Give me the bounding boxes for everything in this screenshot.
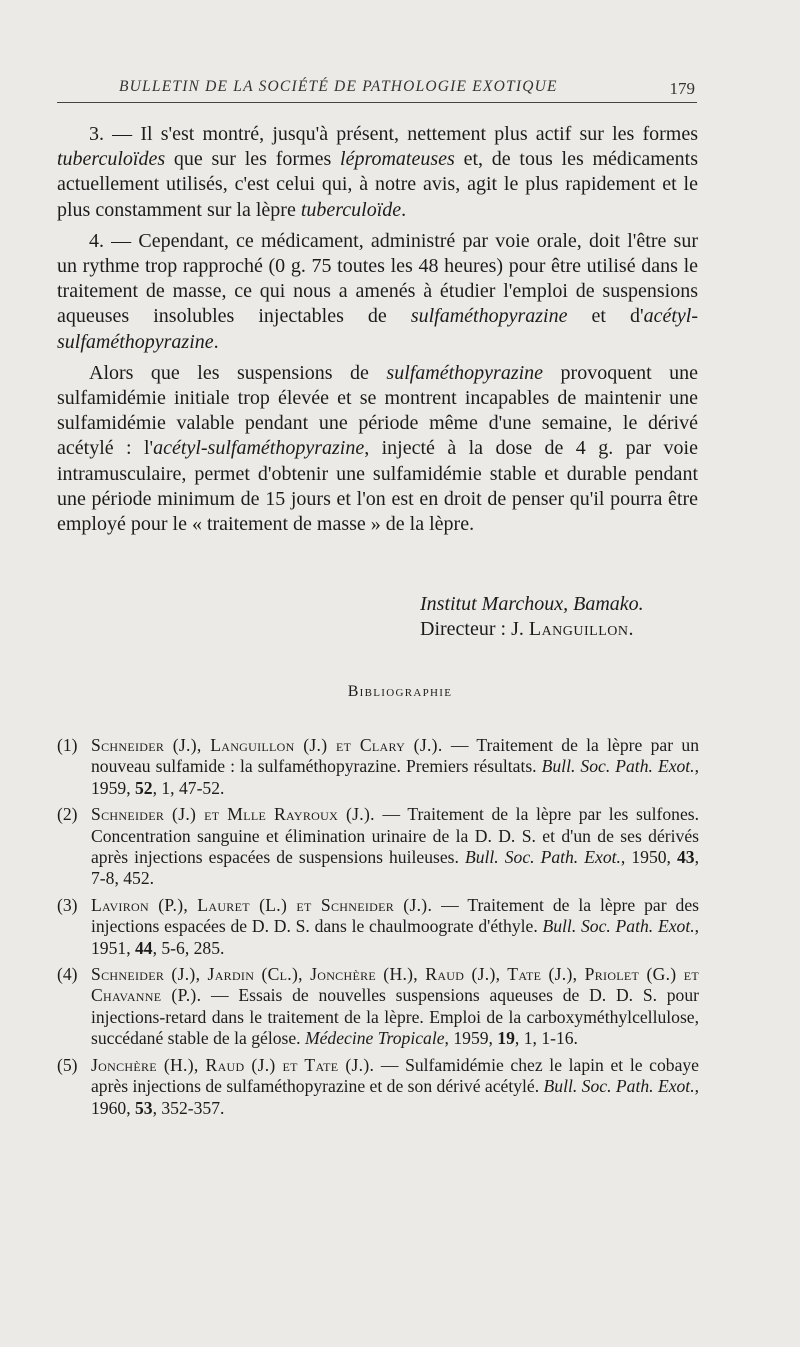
italic-term: lépromateuses xyxy=(340,148,455,171)
running-title: BULLETIN DE LA SOCIÉTÉ DE PATHOLOGIE EXOTIQUE xyxy=(119,78,558,95)
reference-pages: , 352-357. xyxy=(152,1097,225,1118)
paragraph-conclusion xyxy=(57,361,698,537)
director-name: Languillon. xyxy=(528,618,635,640)
reference-title: — Essais de nouvelles suspensions aqueuses de D. D. S. pour injections-retard dans le traitement de la lèpre. Emploi de la carboxyméthylcellulose, succédané stable de la gélose. xyxy=(91,985,699,1049)
author-signature xyxy=(420,592,710,642)
reference-authors: Schneider (J.), Jardin (Cl.), Jonchère (H.), Raud (J.), Tate (J.), Priolet (G.) et Chavanne (P.). xyxy=(91,964,699,1006)
italic-term: acétyl-sulfaméthopyrazine xyxy=(57,305,698,353)
text-run: , injecté à la dose de 4 g. par voie intramusculaire, permet d'obtenir une sulfamidémie stable et durable pendant une période minimum de 15 jours et l'on est en droit de penser qu'il pourra être employé pour le « traitement de masse » de la lèpre. xyxy=(57,437,698,536)
director-prefix: Directeur : J. xyxy=(420,618,529,640)
reference-year: , 1950, xyxy=(620,847,677,868)
reference-number: (1) xyxy=(57,735,78,755)
reference-authors: Schneider (J.) et Mlle Rayroux (J.). xyxy=(91,804,375,825)
reference-year: , 1959, xyxy=(91,756,699,798)
reference-volume: 53 xyxy=(134,1097,153,1118)
text-run: . xyxy=(213,330,219,353)
reference-title: — Traitement de la lèpre par les sulfones. Concentration sanguine et élimination urinaire de la D. D. S. et d'un de ses dérivés après injections espacées de suspensions huileuses. xyxy=(91,804,699,868)
bibliography-heading: Bibliographie xyxy=(347,683,453,700)
reference-title: — Traitement de la lèpre par des injections espacées de D. D. S. dans le chaulmoograte d'éthyle. xyxy=(91,894,699,937)
reference-item xyxy=(57,804,699,890)
text-run: provoquent une sulfamidémie initiale trop élevée et se montrent incapables de maintenir une sulfamidémie valable pendant une période même d'une semaine, le dérivé acétylé : l' xyxy=(57,361,698,460)
text-run: 3. — Il s'est montré, jusqu'à présent, nettement plus actif sur les formes xyxy=(89,123,698,145)
reference-pages: , 5-6, 285. xyxy=(152,937,225,958)
italic-term: acétyl-sulfaméthopyrazine xyxy=(153,437,365,460)
italic-term: tuberculoïdes xyxy=(57,148,166,171)
reference-volume: 43 xyxy=(677,847,695,868)
reference-volume: 52 xyxy=(134,777,153,798)
reference-item xyxy=(57,964,699,1050)
italic-term: sulfaméthopyrazine xyxy=(410,305,568,328)
text-run: 4. — Cependant, ce médicament, administré par voie orale, doit l'être sur un rythme trop rapproché (0 g. 75 toutes les 48 heures) pour être utilisé dans le traitement de masse, ce qui nous a amenés à étudier l'emploi de suspensions aqueuses insolubles injectables de xyxy=(57,229,698,328)
italic-term: sulfaméthopyrazine xyxy=(386,361,544,384)
reference-title: — Sulfamidémie chez le lapin et le cobaye après injections de sulfaméthopyrazine et de son dérivé acétylé. xyxy=(91,1054,699,1097)
reference-journal: Bull. Soc. Path. Exot. xyxy=(464,847,621,868)
reference-authors: Schneider (J.), Languillon (J.) et Clary (J.). xyxy=(91,735,443,755)
paragraph-3 xyxy=(57,122,698,223)
reference-volume: 19 xyxy=(497,1028,515,1049)
reference-journal: Bull. Soc. Path. Exot. xyxy=(543,1076,695,1097)
reference-year: , 1951, xyxy=(91,916,700,958)
reference-journal: Bull. Soc. Path. Exot. xyxy=(541,756,695,777)
reference-list xyxy=(57,735,699,1124)
reference-number: (5) xyxy=(57,1054,78,1075)
article-body xyxy=(57,122,698,537)
page-number: 179 xyxy=(669,79,695,98)
text-run: . xyxy=(401,198,407,221)
reference-pages: , 7-8, 452. xyxy=(91,847,699,889)
reference-number: (4) xyxy=(57,964,78,985)
reference-volume: 44 xyxy=(134,937,153,958)
text-run: que sur les formes xyxy=(165,148,341,171)
text-run: et d' xyxy=(567,305,644,328)
reference-item xyxy=(57,735,699,799)
text-run: Alors que les suspensions de xyxy=(89,361,387,384)
reference-number: (3) xyxy=(57,894,78,915)
reference-item xyxy=(57,895,699,959)
institution: Institut Marchoux, Bamako. xyxy=(420,593,644,615)
italic-term: tuberculoïde xyxy=(300,198,402,221)
reference-item xyxy=(57,1055,699,1119)
reference-number: (2) xyxy=(57,804,78,825)
reference-pages: , 1, 1-16. xyxy=(514,1028,578,1049)
reference-year: , 1959, xyxy=(444,1028,498,1049)
paragraph-4 xyxy=(57,229,698,355)
reference-journal: Bull. Soc. Path. Exot. xyxy=(542,916,695,937)
reference-authors: Jonchère (H.), Raud (J.) et Tate (J.). xyxy=(91,1054,375,1075)
page-header xyxy=(57,78,697,103)
reference-authors: Laviron (P.), Lauret (L.) et Schneider (J.). xyxy=(91,894,433,915)
reference-title: — Traitement de la lèpre par un nouveau sulfamide : la sulfaméthopyrazine. Premiers résultats. xyxy=(91,735,699,777)
reference-journal: Médecine Tropicale xyxy=(304,1028,445,1049)
text-run: et, de tous les médicaments actuellement utilisés, c'est celui qui, à notre avis, agit le plus rapidement et le plus constamment sur la lèpre xyxy=(57,148,699,221)
reference-pages: , 1, 47-52. xyxy=(152,777,225,798)
reference-year: , 1960, xyxy=(91,1076,699,1118)
